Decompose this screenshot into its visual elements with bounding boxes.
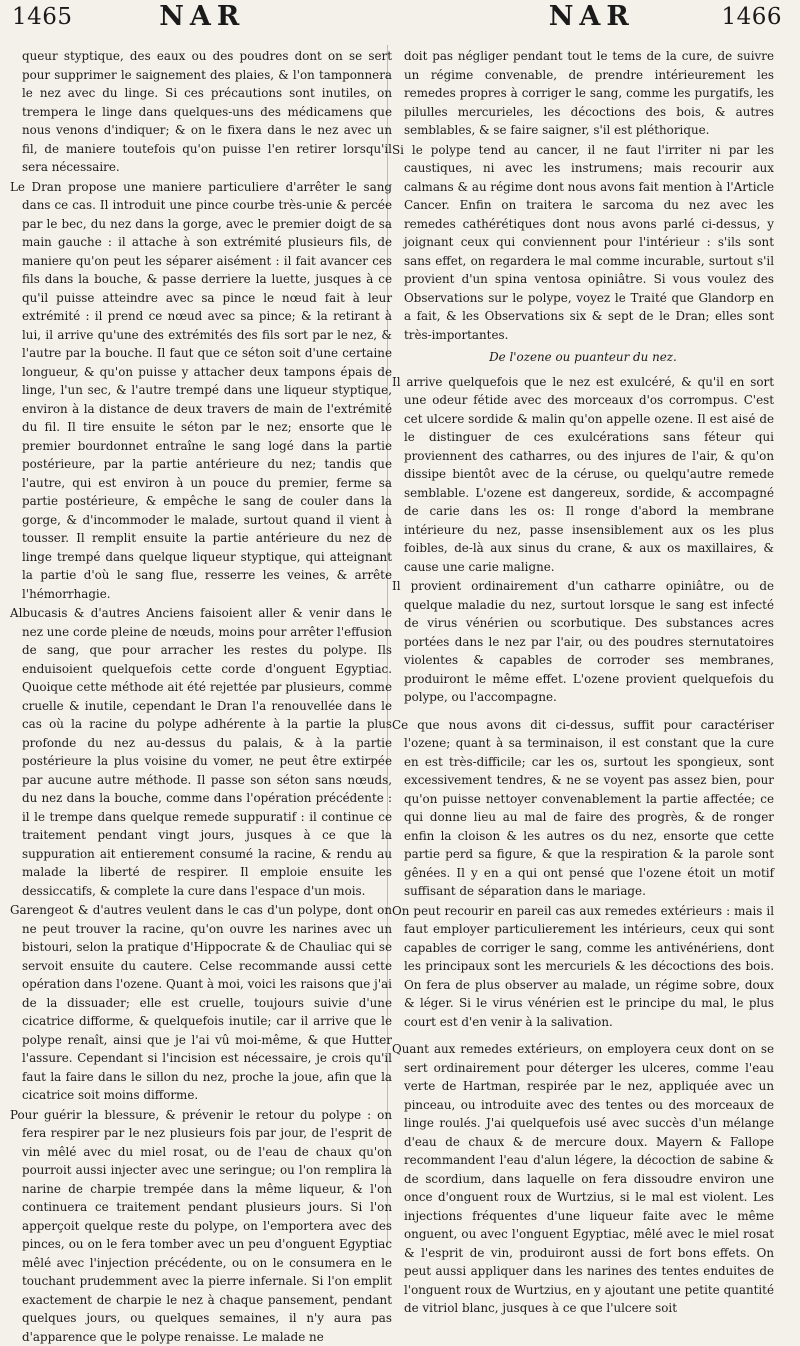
left-page-header: [12, 0, 392, 44]
paragraph: Si le polype tend au cancer, il ne faut l'irriter ni par les caustiques, ni avec les instrumens; mais recourir aux calmans & au régime dont nous avons fait mention à l'Article Cancer. Enfin on traitera le sarcoma du nez avec les remedes cathérétiques dont nous avons parlé ci-dessus, y joignant ceux qui conviennent pour l'intérieur : s'ils sont sans effet, on regardera le mal comme incurable, surtout s'il provient d'un spina ventosa opiniâtre. Si vous voulez des Observations sur le polype, voyez le Traité que Glandorp en a fait, & les Observations six & sept de le Dran; elles sont très-importantes.: [392, 141, 774, 345]
right-column: [392, 47, 774, 1252]
paragraph: Quant aux remedes extérieurs, on employera ceux dont on se sert ordinairement pour déterger les ulceres, comme l'eau verte de Hartman, respirée par le nez, appliquée avec un pinceau, ou introduite avec des tentes ou des morceaux de linge roulés. J'ai quelquefois usé avec succès d'un mélange d'eau de chaux & de mercure doux. Mayern & Fallope recommandent l'eau d'alun légere, la décoction de sabine & de scordium, dans laquelle on fera dissoudre environ une once d'onguent roux de Wurtzius, si le mal est violent. Les injections fréquentes d'une liqueur faite avec le même onguent, ou avec l'onguent Egyptiac, mêlé avec le miel rosat & l'esprit de vin, produiront aussi de fort bons effets. On peut aussi appliquer dans les narines des tentes enduites de l'onguent roux de Wurtzius, en y ajoutant une petite quantité de vitriol blanc, jusques à ce que l'ulcere soit: [392, 1040, 774, 1318]
left-column: [10, 47, 392, 1252]
paragraph: Il provient ordinairement d'un catharre opiniâtre, ou de quelque maladie du nez, surtout lorsque le sang est infecté de virus vénérien ou scorbutique. Des substances acres portées dans le nez par l'air, ou des poudres sternutatoires violentes & capables de corroder ses membranes, produiront le même effet. L'ozene provient quelquefois du polype, ou l'accompagne.: [392, 577, 774, 707]
paragraph: Le Dran propose une maniere particuliere d'arrêter le sang dans ce cas. Il introduit une pince courbe très-unie & percée par le bec, du nez dans la gorge, avec le premier doigt de sa main gauche : il attache à son extrémité plusieurs fils, de maniere qu'on peut les séparer aisément : il fait avancer ces fils dans la bouche, & passe derriere la luette, jusques à ce qu'il puisse atteindre avec sa pince le nœud fait à leur extrémité : il prend ce nœud avec sa pince; & la retirant à lui, il arrive qu'une des extrémités des fils sort par le nez, & l'autre par la bouche. Il faut que ce séton soit d'une certaine longueur, & qu'on puisse y attacher deux tampons épais de linge, l'un sec, & l'autre trempé dans une liqueur styptique, environ à la distance de deux travers de main de l'extrémité du fil. Il tire ensuite le séton par le nez; ensorte que le premier bourdonnet entraîne le sang logé dans la partie postérieure, par la partie antérieure du nez; tandis que l'autre, qui est environ à un pouce du premier, ferme sa partie postérieure, & empêche le sang de couler dans la gorge, & d'incommoder le malade, surtout quand il vient à tousser. Il remplit ensuite la partie antérieure du nez de linge trempé dans quelque liqueur styptique, qui atteignant la partie d'où le sang flue, resserre les veines, & arrête l'hémorrhagie.: [10, 178, 392, 604]
paragraph: Ce que nous avons dit ci-dessus, suffit pour caractériser l'ozene; quant à sa terminaison, il est constant que la cure en est très-difficile; car les os, surtout les spongieux, sont excessivement tendres, & ne se voyent pas assez bien, pour qu'on puisse nettoyer convenablement la partie affectée; ce qui donne lieu au mal de faire des progrès, & de ronger enfin la cloison & les autres os du nez, ensorte que cette partie perd sa figure, & que la respiration & la parole sont gênées. Il y en a qui ont pensé que l'ozene étoit un motif suffisant de séparation dans le mariage.: [392, 716, 774, 901]
paragraph: queur styptique, des eaux ou des poudres dont on se sert pour supprimer le saignement des plaies, & l'on tamponnera le nez avec du linge. Si ces précautions sont inutiles, on trempera le linge dans quelques-uns des médicamens que nous venons d'indiquer; & on le fixera dans le nez avec un fil, de maniere toutefois qu'on puisse l'en retirer lorsqu'il sera nécessaire.: [10, 47, 392, 177]
right-page-header: [402, 0, 782, 44]
spacer: [392, 1032, 774, 1040]
right-page-number: 1466: [721, 0, 782, 34]
left-running-head: NAR: [159, 0, 245, 34]
paragraph: Pour guérir la blessure, & prévenir le retour du polype : on fera respirer par le nez plusieurs fois par jour, de l'esprit de vin mêlé avec du miel rosat, ou de l'eau de chaux qu'on pourroit aussi injecter avec une seringue; ou l'on remplira la narine de charpie trempée dans la même liqueur, & l'on continuera ce traitement pendant plusieurs jours. Si l'on apperçoit quelque reste du polype, on l'emportera avec des pinces, ou on le fera tomber avec un peu d'onguent Egyptiac mêlé avec l'injection précédente, ou on le consumera en le touchant prudemment avec la pierre infernale. Si l'on emplit exactement de charpie le nez à chaque pansement, pendant quelques jours, ou quelques semaines, il n'y aura pas d'apparence que le polype renaisse. Le malade ne: [10, 1106, 392, 1346]
spacer: [392, 708, 774, 716]
paragraph: On peut recourir en pareil cas aux remedes extérieurs : mais il faut employer particulierement les intérieurs, ceux qui sont capables de corriger le sang, comme les antivénériens, dont les principaux sont les mercuriels & les décoctions des bois. On fera de plus observer au malade, un régime sobre, doux & léger. Si le virus vénérien est le principe du mal, le plus court est d'en venir à la salivation.: [392, 902, 774, 1032]
right-running-head: NAR: [549, 0, 635, 34]
paragraph: Garengeot & d'autres veulent dans le cas d'un polype, dont on ne peut trouver la racine, qu'on ouvre les narines avec un bistouri, selon la pratique d'Hippocrate & de Chauliac qui se servoit ensuite du cautere. Celse recommande aussi cette opération dans l'ozene. Quant à moi, voici les raisons que j'ai de la dissuader; elle est cruelle, toujours suivie d'une cicatrice difforme, & quelquefois inutile; car il arrive que le polype renaît, ainsi que je l'ai vû moi-même, & que Hutter l'assure. Cependant si l'incision est nécessaire, je crois qu'il faut la faire dans le sillon du nez, proche la joue, afin que la cicatrice soit moins difforme.: [10, 901, 392, 1105]
paragraph: Il arrive quelquefois que le nez est exulcéré, & qu'il en sort une odeur fétide avec des morceaux d'os corrompus. C'est cet ulcere sordide & malin qu'on appelle ozene. Il est aisé de le distinguer de ces exulcérations sans féteur qui proviennent des catharres, ou des injures de l'air, & qu'on dissipe bientôt avec de la céruse, ou quelqu'autre remede semblable. L'ozene est dangereux, sordide, & accompagné de carie dans les os: Il ronge d'abord la membrane intérieure du nez, passe insensiblement aux os les plus foibles, de-là aux sinus du crane, & aux os maxillaires, & cause une carie maligne.: [392, 373, 774, 577]
left-page-number: 1465: [12, 0, 73, 34]
section-subheading: De l'ozene ou puanteur du nez.: [392, 348, 774, 367]
paragraph: Albucasis & d'autres Anciens faisoient aller & venir dans le nez une corde pleine de nœuds, moins pour arrêter l'effusion de sang, que pour arracher les restes du polype. Ils enduisoient quelquefois cette corde d'onguent Egyptiac. Quoique cette méthode ait été rejettée par plusieurs, comme cruelle & inutile, cependant le Dran l'a renouvellée dans le cas où la racine du polype adhérente à la partie la plus profonde du nez au-dessus du palais, & à la partie postérieure la plus voisine du vomer, ne peut être extirpée par aucune autre méthode. Il passe son séton sans nœuds, du nez dans la bouche, comme dans l'opération précédente : il le trempe dans quelque remede suppuratif : il continue ce traitement pendant vingt jours, jusques à ce que la suppuration ait entierement consumé la racine, & rendu au malade la liberté de respirer. Il emploie ensuite les dessiccatifs, & complete la cure dans l'espace d'un mois.: [10, 604, 392, 900]
paragraph: doit pas négliger pendant tout le tems de la cure, de suivre un régime convenable, de prendre intérieurement les remedes propres à corriger le sang, comme les purgatifs, les pilulles mercurieles, les décoctions des bois, & autres semblables, & se faire saigner, s'il est pléthorique.: [392, 47, 774, 140]
